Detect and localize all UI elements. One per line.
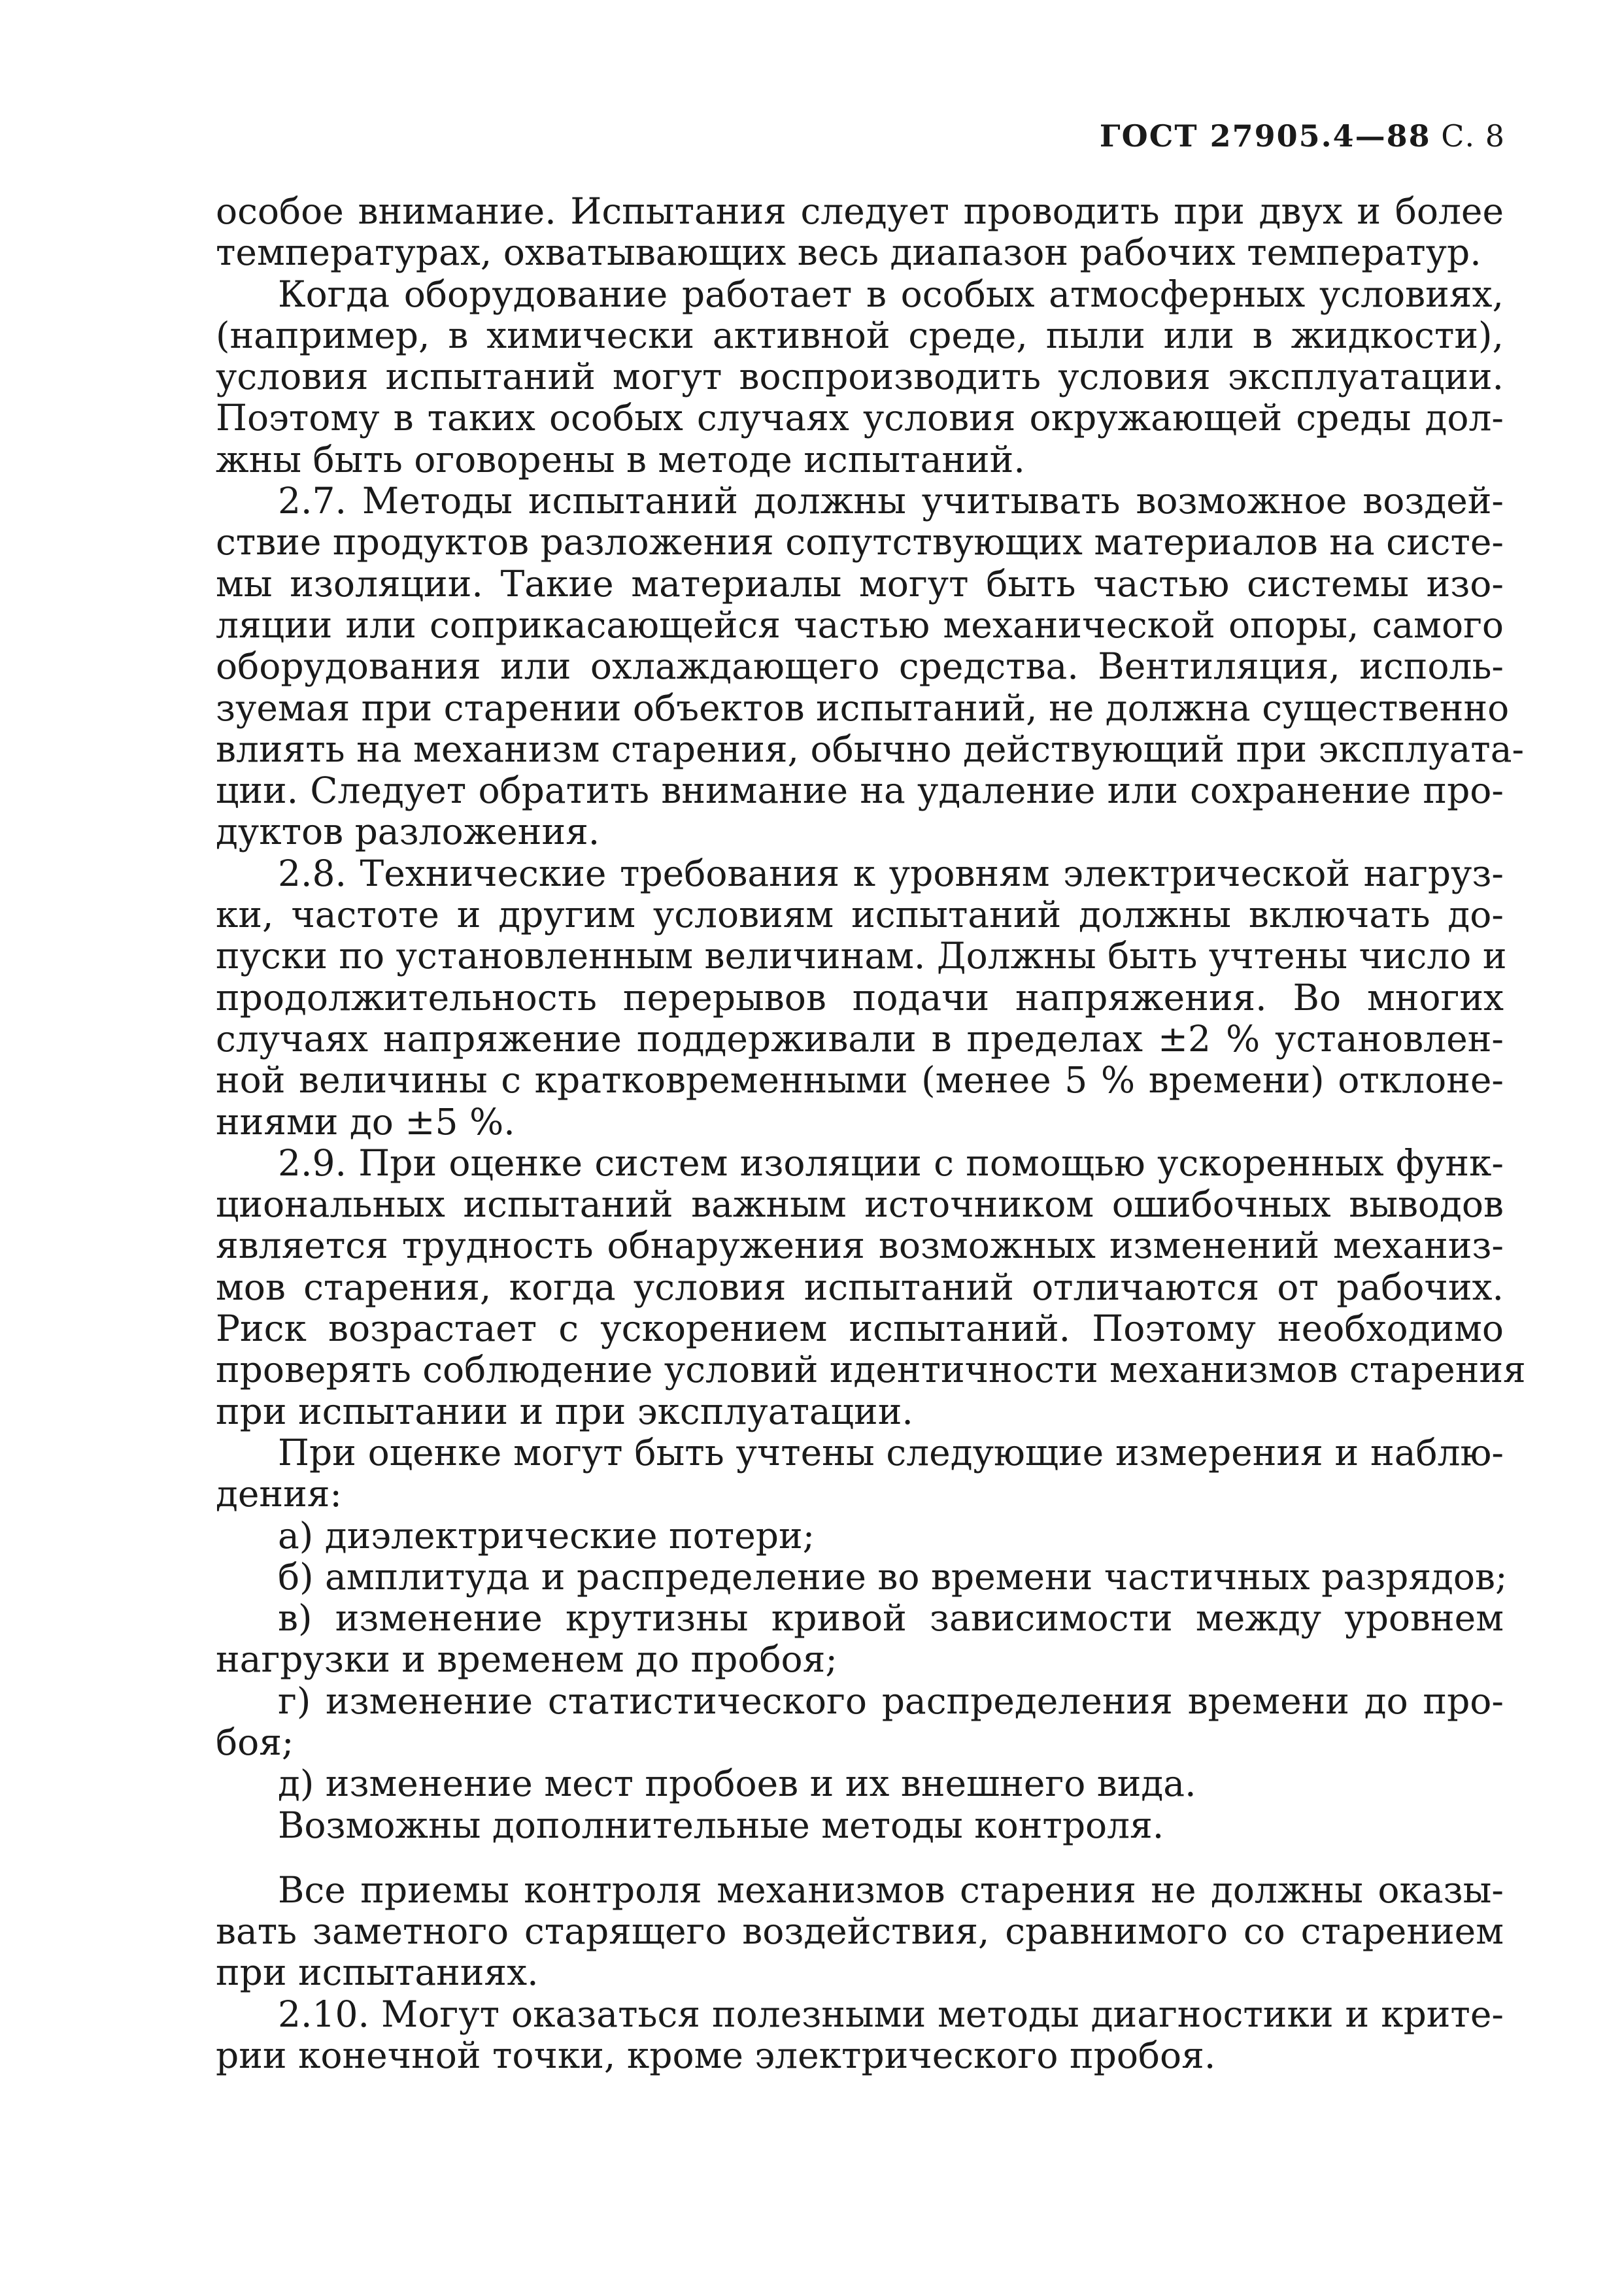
text-line: 2.10. Могут оказаться полезными методы диагностики и крите- [278,1993,1504,2035]
text-line: особое внимание. Испытания следует проводить при двух и более [216,190,1504,232]
page-header [1100,116,1505,156]
text-line: боя; [216,1721,294,1763]
list-item: а) диэлектрические потери; [278,1514,815,1557]
text-line: случаях напряжение поддерживали в пределах ±2 % установлен- [216,1017,1504,1060]
text-line: Риск возрастает с ускорением испытаний. Поэтому необходимо [216,1307,1504,1350]
text-line: является трудность обнаружения возможных изменений механиз- [216,1224,1504,1267]
text-line: Все приемы контроля механизмов старения не должны оказы- [278,1868,1504,1911]
list-item: в) изменение крутизны кривой зависимости между уровнем [278,1597,1504,1640]
text-line: дения: [216,1473,342,1515]
text-line: температурах, охватывающих весь диапазон рабочих температур. [216,231,1481,274]
text-line: нагрузки и временем до пробоя; [216,1638,837,1681]
text-line: при испытаниях. [216,1951,539,1994]
text-line: ниями до ±5 %. [216,1100,515,1143]
text-line: ки, частоте и другим условиям испытаний должны включать до- [216,894,1504,936]
text-line: условия испытаний могут воспроизводить условия эксплуатации. [216,356,1504,398]
text-line: оборудования или охлаждающего средства. Вентиляция, исполь- [216,645,1504,688]
list-item: д) изменение мест пробоев и их внешнего вида. [278,1763,1196,1805]
text-line: зуемая при старении объектов испытаний, не должна существенно [216,686,1510,729]
text-line: циональных испытаний важным источником ошибочных выводов [216,1183,1504,1226]
text-line: рии конечной точки, кроме электрического пробоя. [216,2034,1216,2077]
text-line: мы изоляции. Такие материалы могут быть частью системы изо- [216,562,1504,605]
text-line: ляции или соприкасающейся частью механической опоры, самого [216,603,1504,646]
text-line: 2.8. Технические требования к уровням электрической нагруз- [278,852,1504,894]
text-line: мов старения, когда условия испытаний отличаются от рабочих. [216,1266,1504,1308]
text-line: При оценке могут быть учтены следующие измерения и наблю- [278,1431,1504,1474]
text-line: Возможны дополнительные методы контроля. [278,1804,1164,1846]
text-line: вать заметного старящего воздействия, сравнимого со старением [216,1910,1504,1953]
text-line: Поэтому в таких особых случаях условия окружающей среды дол- [216,397,1504,439]
page-number: С. 8 [1441,118,1505,154]
text-line: ствие продуктов разложения сопутствующих материалов на систе- [216,521,1504,564]
list-item: г) изменение статистического распределения времени до про- [278,1679,1504,1722]
document-body [216,190,1526,2077]
text-line: (например, в химически активной среде, пыли или в жидкости), [216,314,1504,356]
text-line: продолжительность перерывов подачи напряжения. Во многих [216,976,1504,1019]
text-line: 2.9. При оценке систем изоляции с помощью ускоренных функ- [278,1141,1504,1184]
text-line: ной величины с кратковременными (менее 5 % времени) отклоне- [216,1059,1504,1102]
text-line: проверять соблюдение условий идентичности механизмов старения [216,1349,1526,1391]
text-line: при испытании и при эксплуатации. [216,1390,913,1432]
text-line: влиять на механизм старения, обычно действующий при эксплуата- [216,728,1525,770]
text-line: дуктов разложения. [216,811,600,853]
standard-number: ГОСТ 27905.4—88 [1099,118,1431,154]
text-line: пуски по установленным величинам. Должны быть учтены число и [216,935,1507,977]
list-item: б) амплитуда и распределение во времени частичных разрядов; [278,1555,1508,1598]
text-line: ции. Следует обратить внимание на удаление или сохранение про- [216,769,1504,812]
paragraph-gap [216,1846,1504,1870]
text-line: жны быть оговорены в методе испытаний. [216,438,1025,481]
text-line: Когда оборудование работает в особых атмосферных условиях, [278,273,1504,315]
text-line: 2.7. Методы испытаний должны учитывать возможное воздей- [278,480,1504,522]
